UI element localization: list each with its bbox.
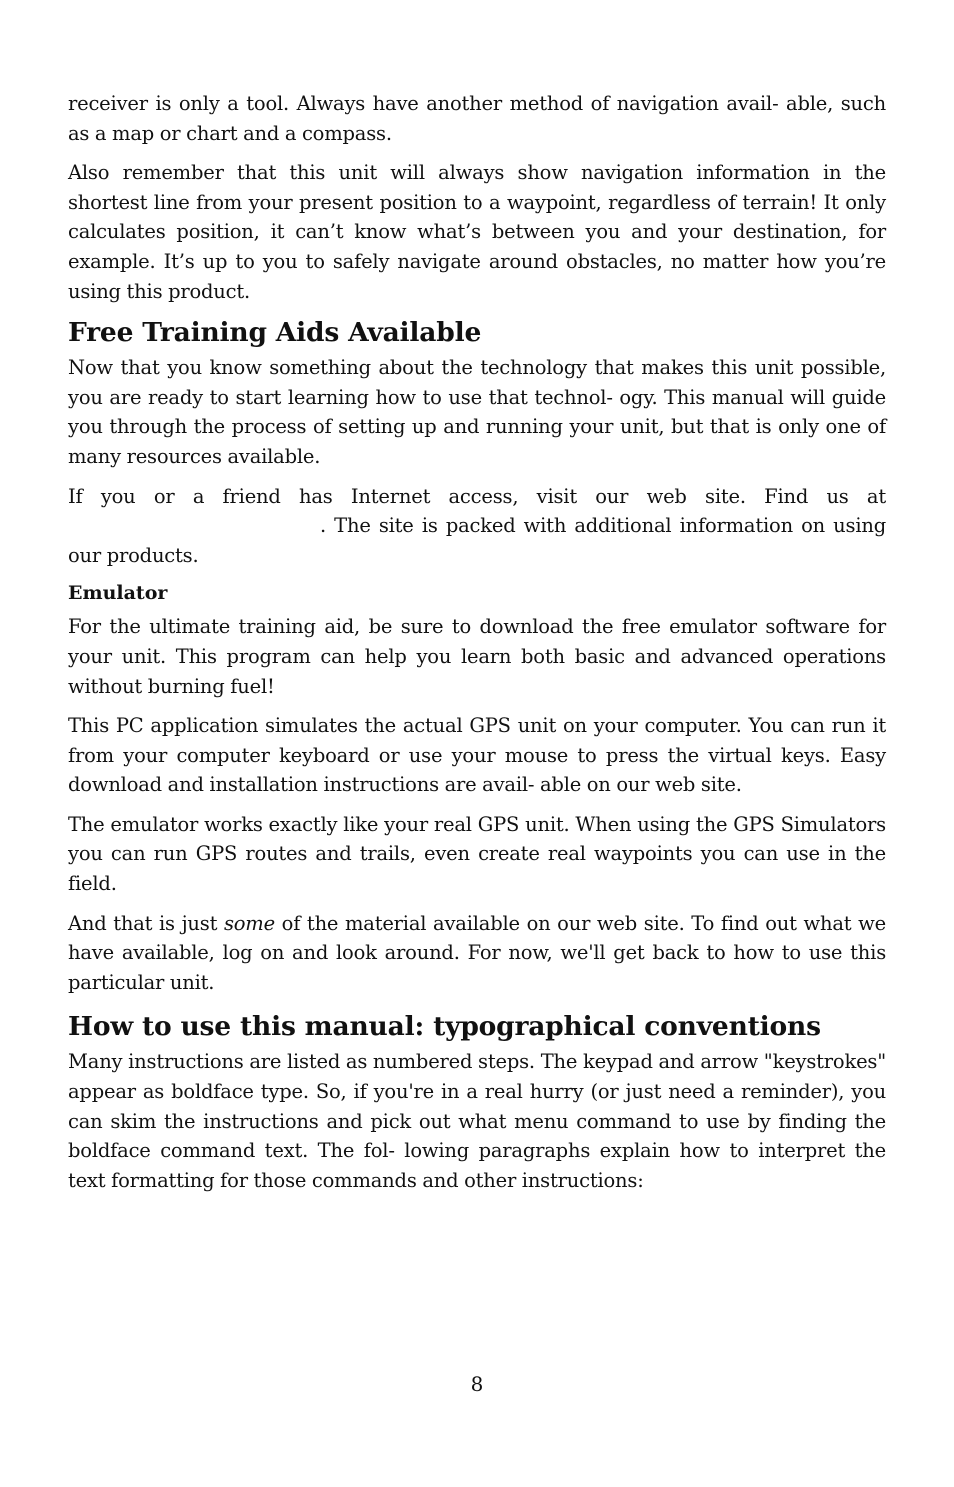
subheading-emulator: Emulator	[68, 582, 168, 605]
emulator-paragraph-3: The emulator works exactly like your real GPS unit. When using the GPS Simulators you can run GPS routes and trails, even create real waypoints you can use in the field.	[68, 812, 886, 896]
page-number: 8	[470, 1372, 484, 1396]
section-heading-conventions: How to use this manual: typographical conventions	[68, 1011, 821, 1043]
emulator-paragraph-1: For the ultimate training aid, be sure to download the free emulator software for your unit. This program can help you learn both basic and advanced operations without burning fuel!	[68, 615, 886, 698]
intro-paragraph-1: receiver is only a tool. Always have another method of navigation avail- able, such as a map or chart and a compass.	[68, 92, 886, 145]
emphasis-some: some	[223, 911, 275, 935]
emulator-paragraph-4-end: of the material available on our web site. To find out what we have available, log on and look around. For now, we'll get back to how to use this particular unit.	[68, 911, 886, 994]
training-paragraph-1: Now that you know something about the technology that makes this unit possible, you are ready to start learning how to use that technol- ogy. This manual will guide you through the process of setting up and running your unit, but that is only one of many resources available.	[68, 356, 886, 468]
conventions-paragraph-1: Many instructions are listed as numbered steps. The keypad and arrow "keystrokes" appear as boldface type. So, if you're in a real hurry (or just need a reminder), you can skim the instructions and pick out what menu command to use by finding the boldface command text. The fol- lowing paragraphs explain how to interpret the text formatting for those commands and other instructions:	[68, 1050, 886, 1192]
training-paragraph-2-start: If you or a friend has Internet access, visit our web site. Find us at	[68, 484, 886, 508]
emulator-paragraph-4-start: And that is just	[68, 911, 224, 935]
section-heading-training: Free Training Aids Available	[68, 317, 482, 349]
emulator-paragraph-2: This PC application simulates the actual GPS unit on your computer. You can run it from your computer keyboard or use your mouse to press the virtual keys. Easy download and installation instructions are avail- able on our web site.	[68, 714, 886, 797]
manual-page	[68, 89, 886, 1205]
training-paragraph-2	[68, 482, 886, 571]
emulator-paragraph-4	[68, 909, 886, 998]
training-paragraph-2-end: . The site is packed with additional information on using our products.	[68, 514, 886, 567]
intro-paragraph-2: Also remember that this unit will always show navigation information in the shortest line from your present position to a waypoint, regardless of terrain! It only calculates position, it can’t know what’s between you and your destination, for example. It’s up to you to safely navigate around obstacles, no matter how you’re using this product.	[68, 161, 886, 303]
